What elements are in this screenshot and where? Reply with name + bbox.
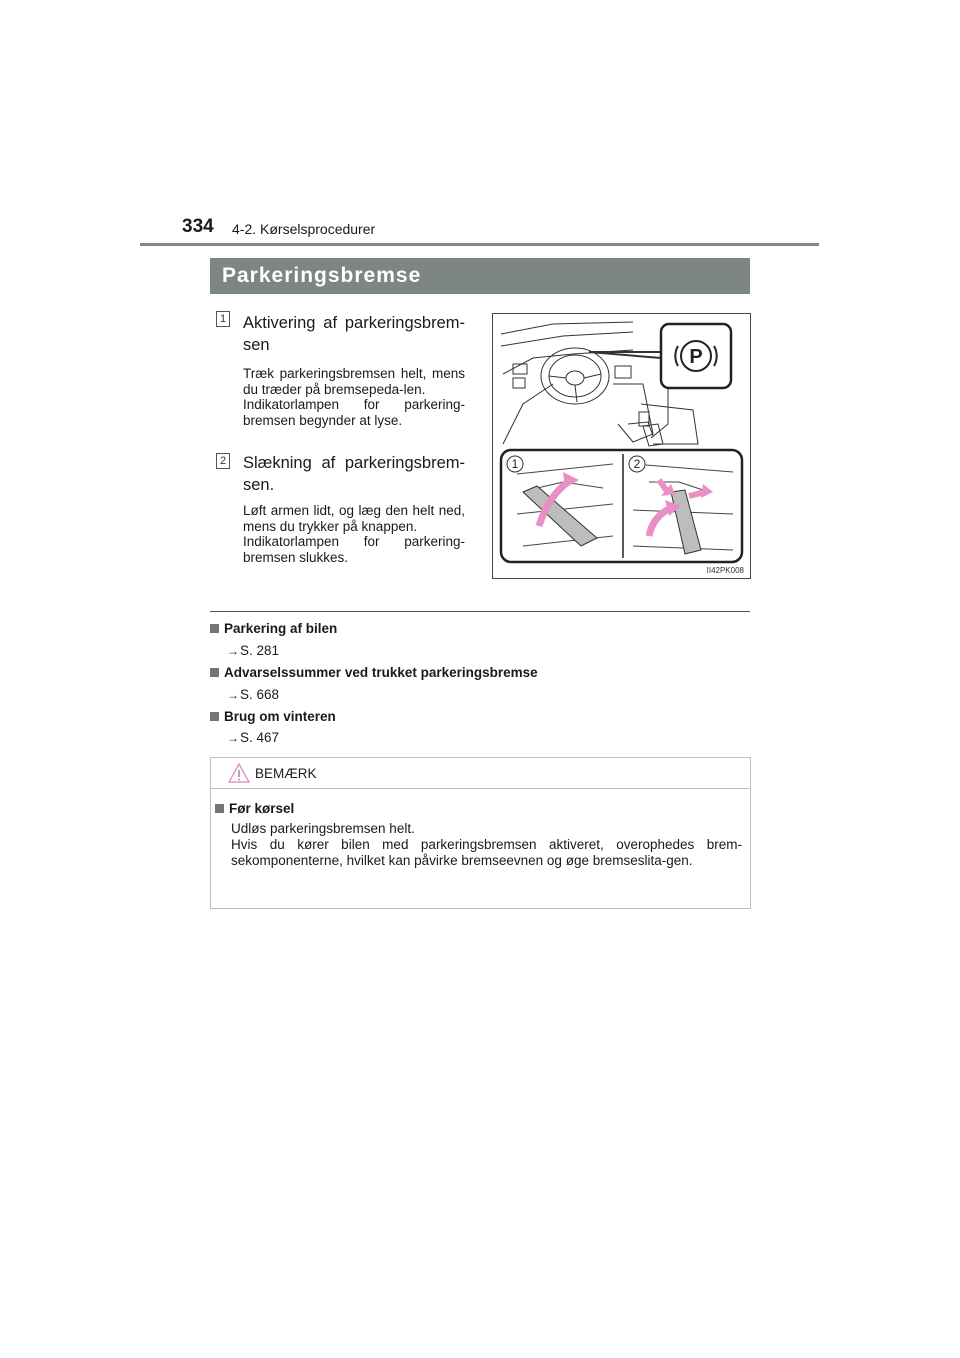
page-number: 334 <box>182 216 214 237</box>
step-body-2 <box>243 503 465 565</box>
page-title: Parkeringsbremse <box>222 264 422 287</box>
arrow-right-icon: → <box>227 731 239 745</box>
square-bullet-icon <box>215 804 224 813</box>
figure-code: II42PK008 <box>706 566 744 575</box>
arrow-right-icon: → <box>227 688 239 702</box>
note-body <box>231 821 742 869</box>
note-label: BEMÆRK <box>255 766 317 781</box>
info-title-3: Brug om vinteren <box>224 709 336 724</box>
step-heading-1: Aktivering af parkeringsbrem-sen <box>243 314 465 354</box>
dashboard-drawing <box>493 314 750 578</box>
step-body-2-line-2: Indikatorlampen for parkering-bremsen slukkes. <box>243 534 465 565</box>
step-body-2-line-1: Løft armen lidt, og læg den helt ned, mens du trykker på knappen. <box>243 503 465 534</box>
info-item-3 <box>210 709 336 724</box>
section-label: 4-2. Kørselsprocedurer <box>232 221 376 237</box>
info-ref-2[interactable] <box>227 687 279 702</box>
note-line-2: Hvis du kører bilen med parkeringsbremsen aktiveret, overophedes brem-sekomponenterne, hvilket kan påvirke bremseevnen og øge bremseslita-gen. <box>231 837 742 868</box>
callout-1: 1 <box>511 457 519 471</box>
step-body-1-line-2: Indikatorlampen for parkering-bremsen begynder at lyse. <box>243 397 465 428</box>
note-item-title-text: Før kørsel <box>229 801 295 816</box>
warning-triangle-icon <box>227 762 251 784</box>
info-ref-3[interactable] <box>227 730 279 745</box>
info-title-2: Advarselssummer ved trukket parkeringsbremse <box>224 665 538 680</box>
step-number-2: 2 <box>216 453 230 469</box>
step-body-1-line-1: Træk parkeringsbremsen helt, mens du træder på bremsepeda-len. <box>243 366 465 397</box>
info-rule <box>210 611 750 612</box>
title-band <box>210 258 750 294</box>
info-ref-2-text: S. 668 <box>240 687 280 702</box>
callout-2: 2 <box>633 457 641 471</box>
arrow-right-icon: → <box>227 644 239 658</box>
step-number-1: 1 <box>216 311 230 327</box>
info-ref-1-text: S. 281 <box>240 643 280 658</box>
note-item-title <box>215 801 294 816</box>
note-line-1: Udløs parkeringsbremsen helt. <box>231 821 415 836</box>
square-bullet-icon <box>210 624 219 633</box>
note-box <box>210 757 751 909</box>
info-ref-3-text: S. 467 <box>240 730 280 745</box>
parking-brake-symbol: P <box>689 346 703 368</box>
header-rule <box>140 243 819 246</box>
note-header <box>211 758 750 789</box>
square-bullet-icon <box>210 668 219 677</box>
info-ref-1[interactable] <box>227 643 279 658</box>
info-item-2 <box>210 665 538 680</box>
step-body-1 <box>243 366 465 428</box>
parking-brake-illustration <box>492 313 751 579</box>
square-bullet-icon <box>210 712 219 721</box>
info-item-1 <box>210 621 337 636</box>
info-title-1: Parkering af bilen <box>224 621 338 636</box>
step-heading-2: Slækning af parkeringsbrem-sen. <box>243 454 465 494</box>
